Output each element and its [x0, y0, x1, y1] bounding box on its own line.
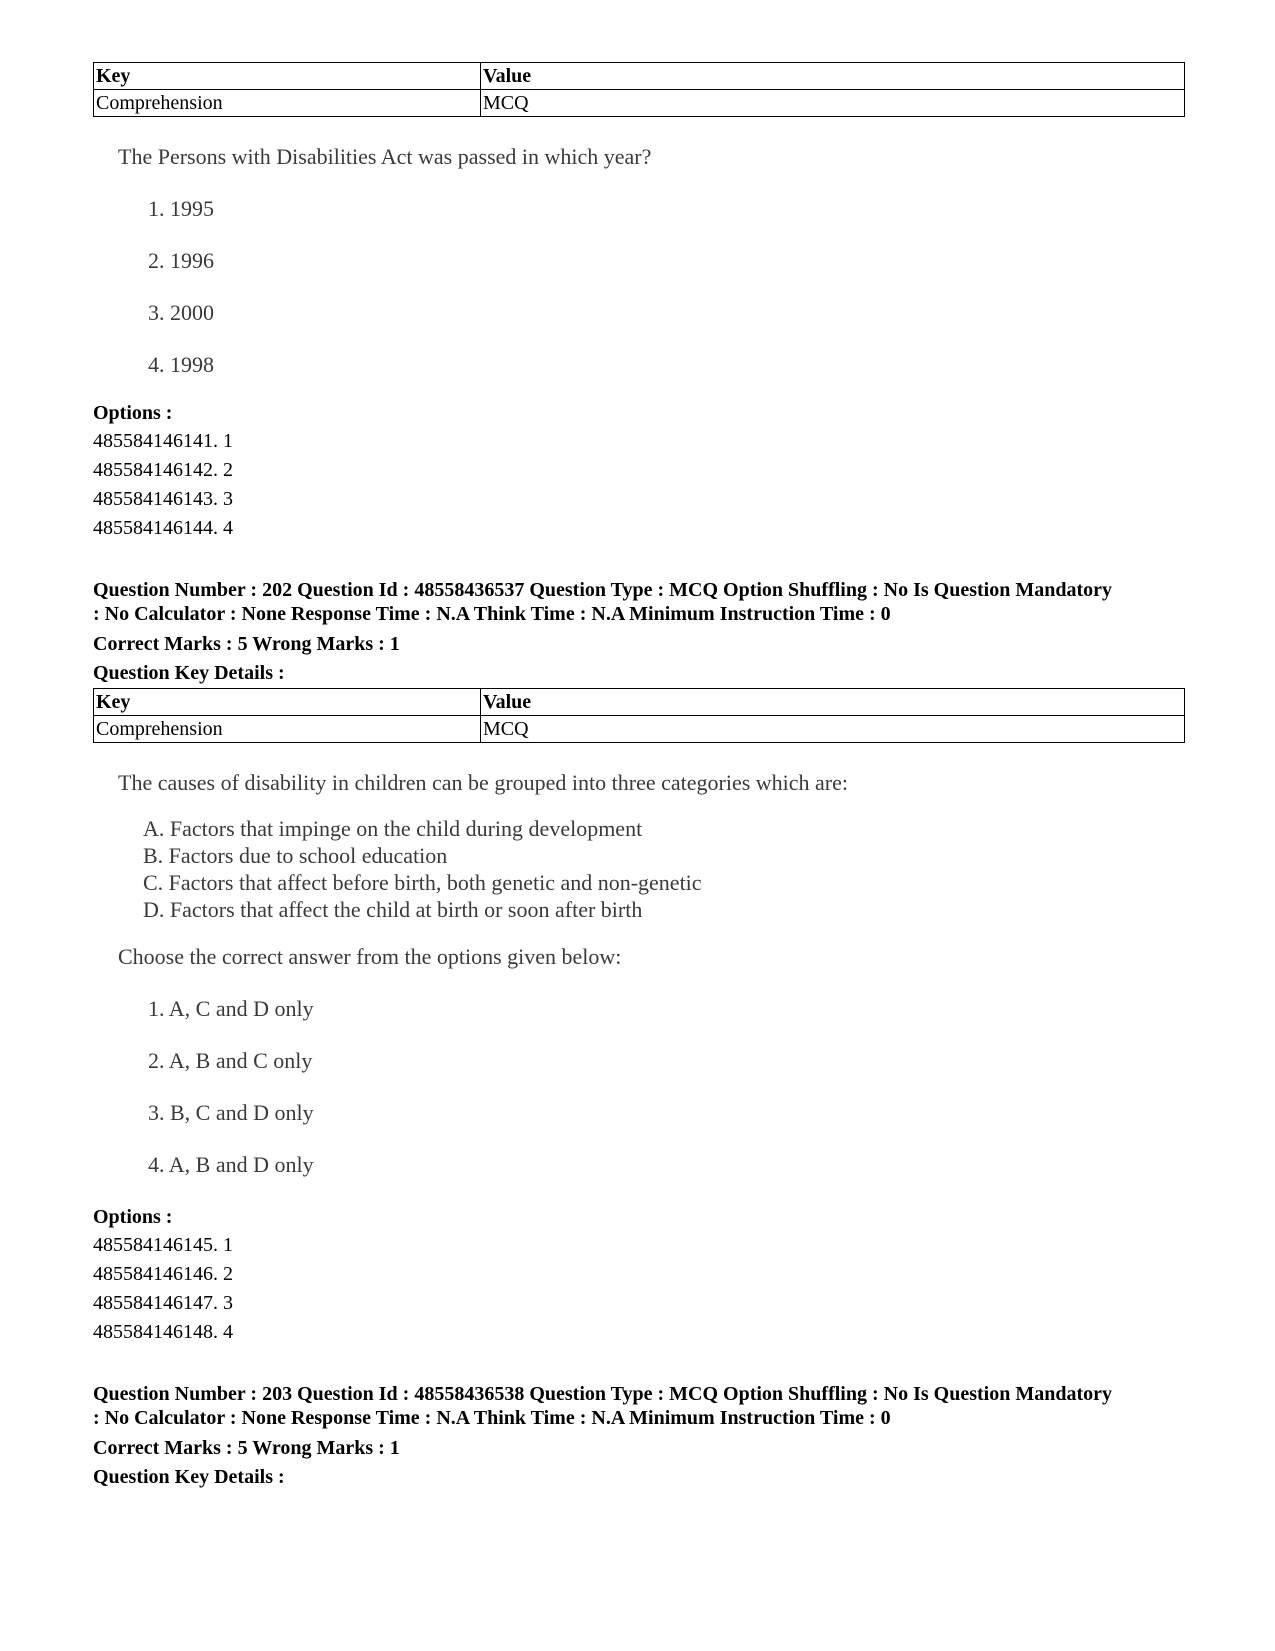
- document-page: [93, 62, 1185, 1492]
- key-cell: Comprehension: [94, 716, 481, 743]
- choice-item: 2. A, B and C only: [148, 1048, 313, 1073]
- key-details-label: Question Key Details :: [93, 1466, 285, 1488]
- option-item: 485584146142. 2: [93, 459, 233, 481]
- statement-item: C. Factors that affect before birth, both genetic and non-genetic: [143, 870, 702, 895]
- statement-item: A. Factors that impinge on the child during development: [143, 816, 643, 841]
- choice-item: 1. 1995: [148, 196, 214, 221]
- choice-item: 1. A, C and D only: [148, 996, 314, 1021]
- key-column-header: Key: [94, 689, 481, 716]
- table-row: [94, 716, 1185, 743]
- options-label: Options :: [93, 1206, 173, 1228]
- option-item: 485584146144. 4: [93, 517, 233, 539]
- options-label: Options :: [93, 402, 173, 424]
- table-header-row: [94, 689, 1185, 716]
- question-stem: The causes of disability in children can be grouped into three categories which are:: [118, 770, 849, 795]
- question-key-table: [93, 688, 1185, 743]
- option-item: 485584146145. 1: [93, 1234, 233, 1256]
- question-header-line: : No Calculator : None Response Time : N.A Think Time : N.A Minimum Instruction Time : 0: [93, 1407, 891, 1429]
- value-column-header: Value: [481, 689, 1185, 716]
- question-stem: The Persons with Disabilities Act was passed in which year?: [118, 144, 652, 169]
- question-key-table: [93, 62, 1185, 117]
- key-cell: Comprehension: [94, 90, 481, 117]
- value-cell: MCQ: [481, 90, 1185, 117]
- question-header-line: : No Calculator : None Response Time : N.A Think Time : N.A Minimum Instruction Time : 0: [93, 603, 891, 625]
- table-header-row: [94, 63, 1185, 90]
- choice-item: 4. A, B and D only: [148, 1152, 314, 1177]
- option-item: 485584146147. 3: [93, 1292, 233, 1314]
- options-list: [93, 1231, 1185, 1347]
- value-column-header: Value: [481, 63, 1185, 90]
- option-item: 485584146141. 1: [93, 430, 233, 452]
- choice-item: 2. 1996: [148, 248, 214, 273]
- statement-item: B. Factors due to school education: [143, 843, 448, 868]
- question-header: [93, 578, 1185, 626]
- marks-line: Correct Marks : 5 Wrong Marks : 1: [93, 633, 400, 655]
- option-item: 485584146148. 4: [93, 1321, 233, 1343]
- statement-item: D. Factors that affect the child at birth or soon after birth: [143, 897, 643, 922]
- options-list: [93, 427, 1185, 543]
- marks-line: Correct Marks : 5 Wrong Marks : 1: [93, 1437, 400, 1459]
- value-cell: MCQ: [481, 716, 1185, 743]
- key-column-header: Key: [94, 63, 481, 90]
- choice-item: 3. B, C and D only: [148, 1100, 314, 1125]
- question-header: [93, 1382, 1185, 1430]
- option-item: 485584146143. 3: [93, 488, 233, 510]
- table-row: [94, 90, 1185, 117]
- question-header-line: Question Number : 203 Question Id : 48558436538 Question Type : MCQ Option Shuffling : No Is Question Mandatory: [93, 1383, 1112, 1405]
- choice-item: 3. 2000: [148, 300, 214, 325]
- statement-list: [93, 815, 1185, 923]
- question-image: [93, 767, 1185, 1181]
- key-details-label: Question Key Details :: [93, 662, 285, 684]
- question-header-line: Question Number : 202 Question Id : 48558436537 Question Type : MCQ Option Shuffling : No Is Question Mandatory: [93, 579, 1112, 601]
- choice-item: 4. 1998: [148, 352, 214, 377]
- question-image: [93, 141, 1185, 381]
- answer-instruction: Choose the correct answer from the options given below:: [118, 944, 622, 969]
- option-item: 485584146146. 2: [93, 1263, 233, 1285]
